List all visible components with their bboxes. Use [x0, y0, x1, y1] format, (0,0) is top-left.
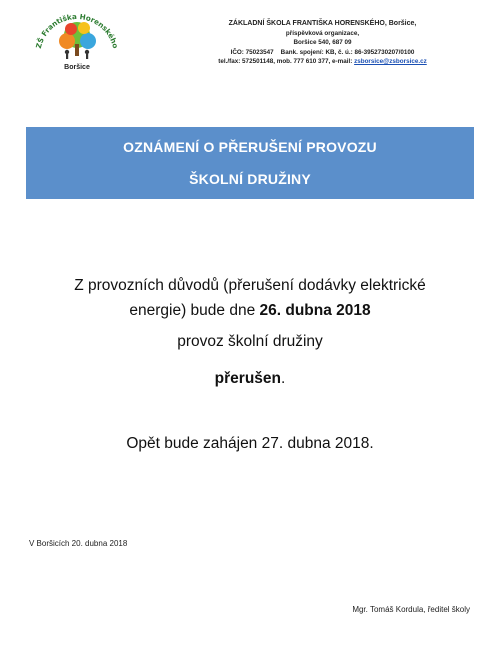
notice-line1: Z provozních důvodů (přerušení dodávky elektrické — [74, 277, 426, 294]
closure-date: 26. dubna 2018 — [259, 302, 371, 319]
ico-number: IČO: 75023547 — [230, 48, 274, 56]
interrupted-word: přerušen — [214, 370, 282, 387]
logo-arc-text: ZŠ Františka Horenského — [33, 11, 121, 50]
phone-email-line — [185, 57, 460, 67]
email-link[interactable]: zsborsice@zsborsice.cz — [354, 58, 427, 66]
signature: Mgr. Tomáš Kordula, ředitel školy — [352, 605, 470, 614]
organization-type: příspěvková organizace, — [285, 29, 360, 37]
notice-line3: provoz školní družiny — [177, 333, 323, 350]
school-logo — [22, 8, 132, 74]
banner-title-line2: ŠKOLNÍ DRUŽINY — [189, 171, 311, 187]
logo-town-name: Boršice — [64, 64, 90, 71]
notice-line4-end: . — [281, 370, 286, 387]
place-and-date: V Boršicích 20. dubna 2018 — [29, 539, 128, 548]
reopening-line: Opět bude zahájen 27. dubna 2018. — [126, 435, 374, 452]
phone-numbers: tel./fax: 572501148, mob. 777 610 377, e-mail: — [218, 58, 355, 66]
school-address: Boršice 540, 687 09 — [293, 39, 352, 47]
school-name: ZÁKLADNÍ ŠKOLA FRANTIŠKA HORENSKÉHO, Boršice, — [228, 20, 417, 27]
banner-title-line1: OZNÁMENÍ O PŘERUŠENÍ PROVOZU — [123, 139, 377, 155]
letterhead — [0, 0, 500, 80]
announcement-banner — [26, 127, 474, 199]
ico-bank-line — [185, 48, 460, 58]
notice-line4 — [30, 370, 470, 388]
notice-line2 — [30, 298, 470, 323]
notice-line2-start: energie) bude dne — [129, 302, 260, 319]
school-contact-block — [185, 19, 460, 67]
bank-account: Bank. spojení: KB, č. ú.: 86-3952730207/0100 — [280, 48, 415, 56]
notice-paragraph — [30, 273, 470, 323]
